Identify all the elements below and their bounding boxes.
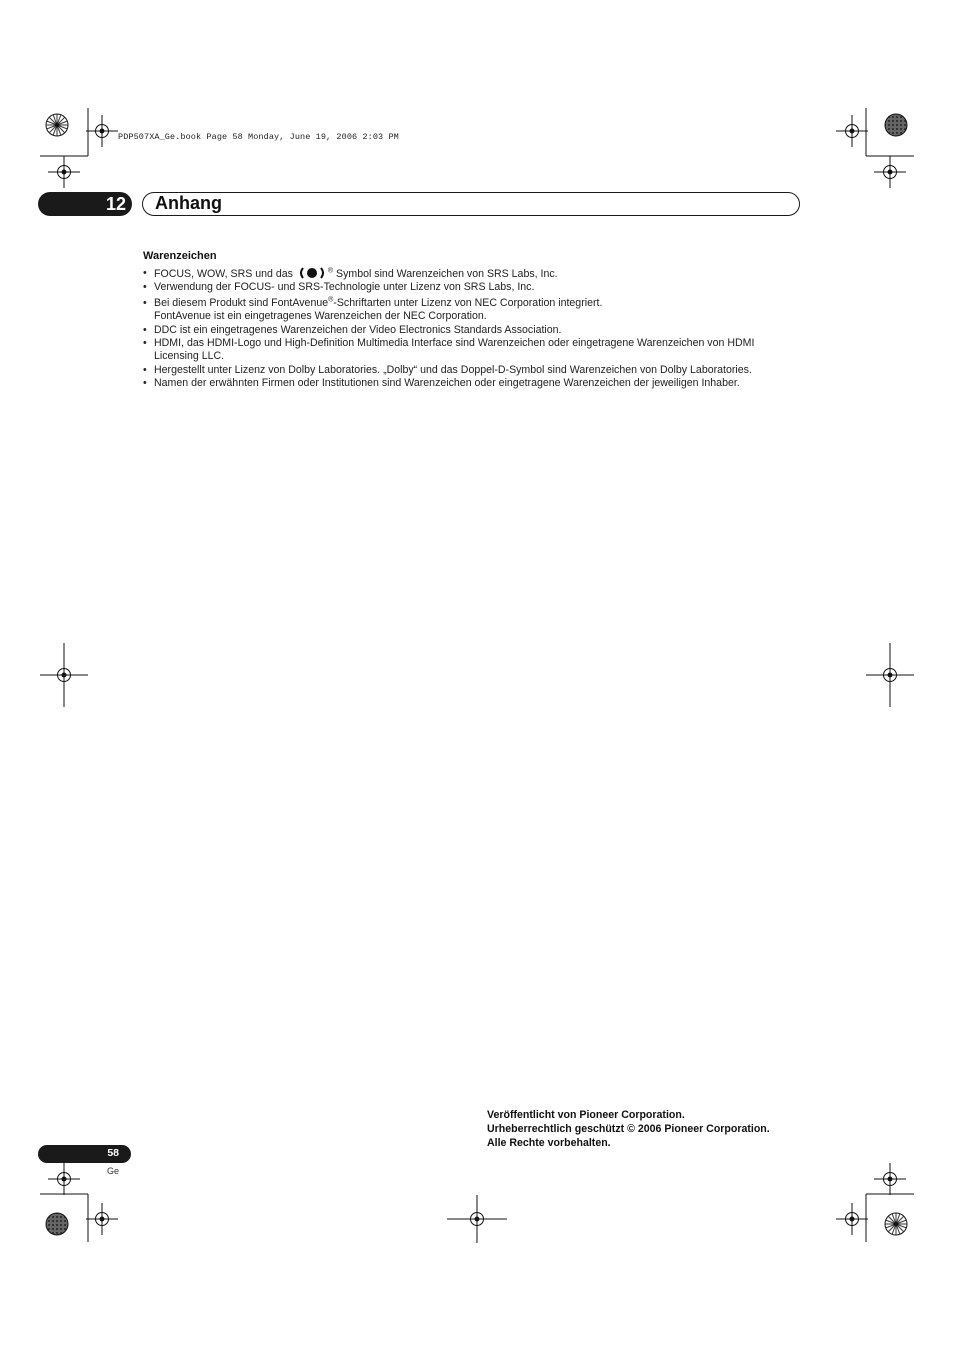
list-item: • FOCUS, WOW, SRS und das ® Symbol sind Warenzeichen von SRS Labs, Inc. (143, 267, 813, 281)
chapter-title-box (142, 192, 800, 216)
list-item: • DDC ist ein eingetragenes Warenzeichen der Video Electronics Standards Association. (143, 324, 813, 337)
list-item: • Bei diesem Produkt sind FontAvenue®-Schriftarten unter Lizenz von NEC Corporation integriert. FontAvenue ist ein eingetragenes Warenzeichen der NEC Corporation. (143, 297, 813, 324)
list-item: • HDMI, das HDMI-Logo und High-Definition Multimedia Interface sind Warenzeichen oder eingetragene Warenzeichen von HDMI Licensing LLC. (143, 337, 794, 364)
chapter-header (38, 192, 800, 216)
list-item: • Hergestellt unter Lizenz von Dolby Laboratories. „Dolby“ und das Doppel-D-Symbol sind Warenzeichen von Dolby Laboratories. (143, 364, 813, 377)
chapter-number: 12 (105, 194, 126, 214)
print-info: PDP507XA_Ge.book Page 58 Monday, June 19, 2006 2:03 PM (118, 132, 399, 142)
color-target-icon (885, 1213, 907, 1235)
publisher-line: Veröffentlicht von Pioneer Corporation. (487, 1109, 685, 1121)
color-target-icon (885, 114, 907, 136)
page-number: 58 (107, 1147, 119, 1159)
trademarks-section (143, 250, 813, 391)
section-title: Warenzeichen (143, 250, 217, 262)
page-number-badge (38, 1145, 131, 1163)
chapter-number-badge (38, 192, 132, 216)
list-item: • Verwendung der FOCUS- und SRS-Technologie unter Lizenz von SRS Labs, Inc. (143, 281, 813, 294)
rights-line: Alle Rechte vorbehalten. (487, 1137, 611, 1149)
trademark-list (143, 267, 813, 391)
color-target-icon (46, 1213, 68, 1235)
srs-logo-icon (298, 267, 326, 279)
chapter-title: Anhang (155, 193, 222, 213)
language-code: Ge (107, 1166, 120, 1176)
color-target-icon (46, 114, 68, 136)
copyright-line: Urheberrechtlich geschützt © 2006 Pioneer Corporation. (487, 1123, 770, 1135)
list-item: • Namen der erwähnten Firmen oder Institutionen sind Warenzeichen oder eingetragene Warenzeichen der jeweiligen Inhaber. (143, 377, 813, 390)
publisher-note (487, 1108, 770, 1150)
